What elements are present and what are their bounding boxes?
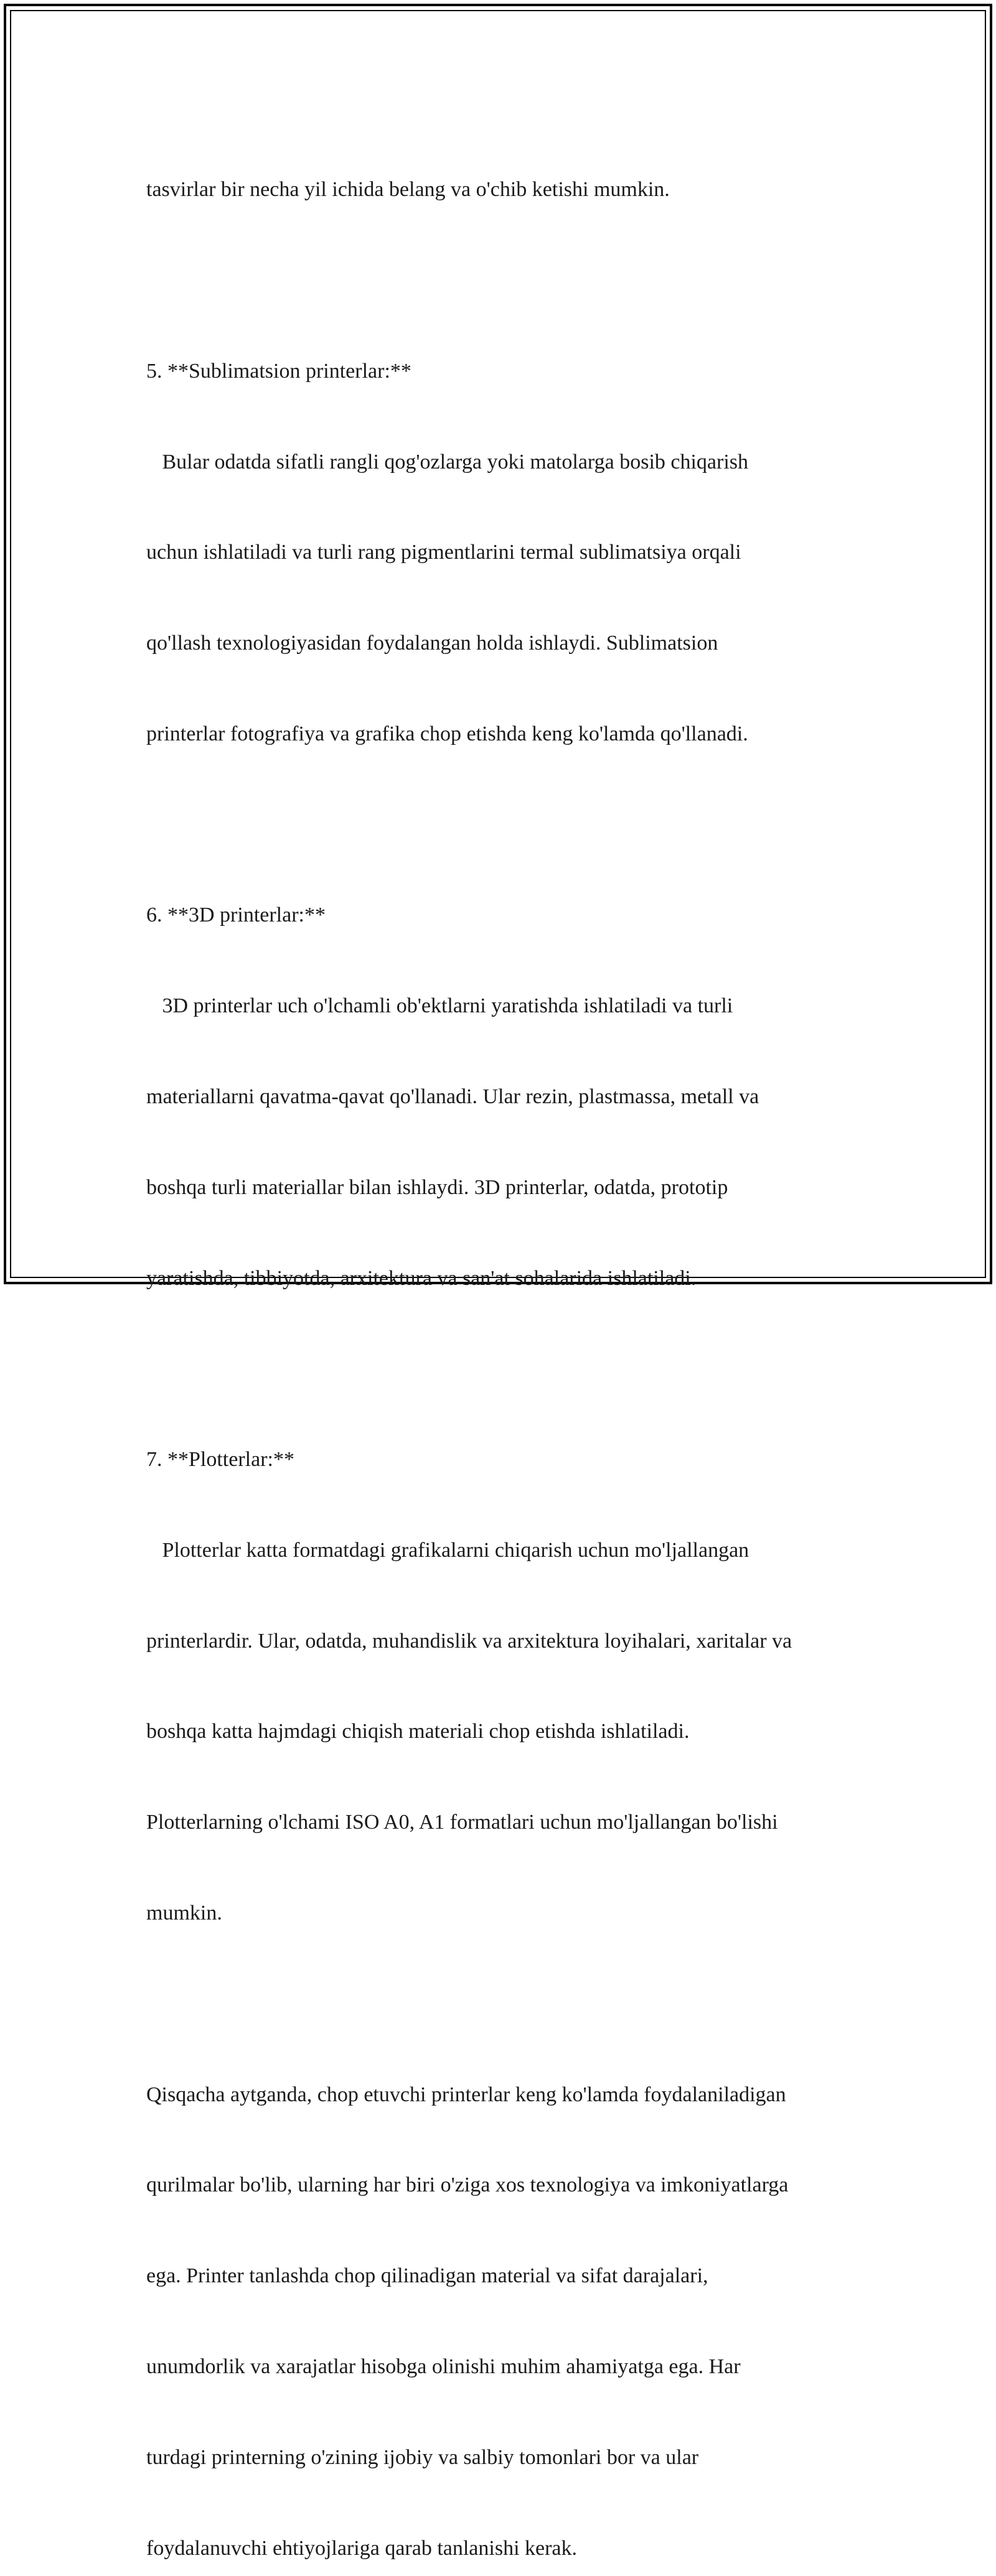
text-line: boshqa turli materiallar bilan ishlaydi. 3D printerlar, odatda, prototip: [146, 1175, 728, 1199]
blank-line: [146, 810, 856, 841]
text-line: Plotterlar katta formatdagi grafikalarni chiqarish uchun mo'ljallangan: [146, 1538, 749, 1562]
summary-line: turdagi printerning o'zining ijobiy va salbiy tomonlari bor va ular: [146, 2445, 699, 2469]
blank-line: [146, 1354, 856, 1384]
text-line: 3D printerlar uch o'lchamli ob'ektlarni yaratishda ishlatiladi va turli: [146, 994, 733, 1018]
document-body: [146, 114, 856, 2576]
summary-line: unumdorlik va xarajatlar hisobga olinishi muhim ahamiyatga ega. Har: [146, 2354, 741, 2378]
section-heading-plotters: 7. **Plotterlar:**: [146, 1448, 294, 1472]
summary-line: Qisqacha aytganda, chop etuvchi printerlar keng ko'lamda foydalaniladigan: [146, 2083, 786, 2106]
summary-line: qurilmalar bo'lib, ularning har biri o'ziga xos texnologiya va imkoniyatlarga: [146, 2173, 789, 2197]
text-line: tasvirlar bir necha yil ichida belang va o'chib ketishi mumkin.: [146, 178, 670, 202]
section-heading-3d-printers: 6. **3D printerlar:**: [146, 903, 326, 927]
text-line: printerlardir. Ular, odatda, muhandislik va arxitektura loyihalari, xaritalar va: [146, 1629, 792, 1653]
blank-line: [146, 1989, 856, 2020]
text-line: yaratishda, tibbiyotda, arxitektura va san'at sohalarida ishlatiladi.: [146, 1266, 697, 1290]
text-line: uchun ishlatiladi va turli rang pigmentlarini termal sublimatsiya orqali: [146, 541, 741, 564]
text-line: qo'llash texnologiyasidan foydalangan holda ishlaydi. Sublimatsion: [146, 632, 718, 655]
text-line: materiallarni qavatma-qavat qo'llanadi. Ular rezin, plastmassa, metall va: [146, 1085, 759, 1108]
summary-line: ega. Printer tanlashda chop qilinadigan material va sifat darajalari,: [146, 2264, 708, 2288]
text-line: Plotterlarning o'lchami ISO A0, A1 formatlari uchun mo'ljallangan bo'lishi: [146, 1811, 778, 1834]
section-heading-sublimation: 5. **Sublimatsion printerlar:**: [146, 359, 411, 383]
blank-line: [146, 266, 856, 296]
text-line: boshqa katta hajmdagi chiqish materiali chop etishda ishlatiladi.: [146, 1720, 690, 1743]
text-line: Bular odatda sifatli rangli qog'ozlarga yoki matolarga bosib chiqarish: [146, 450, 749, 474]
text-line: mumkin.: [146, 1902, 222, 1925]
text-line: printerlar fotografiya va grafika chop etishda keng ko'lamda qo'llanadi.: [146, 722, 748, 745]
summary-line: foydalanuvchi ehtiyojlariga qarab tanlanishi kerak.: [146, 2536, 578, 2560]
